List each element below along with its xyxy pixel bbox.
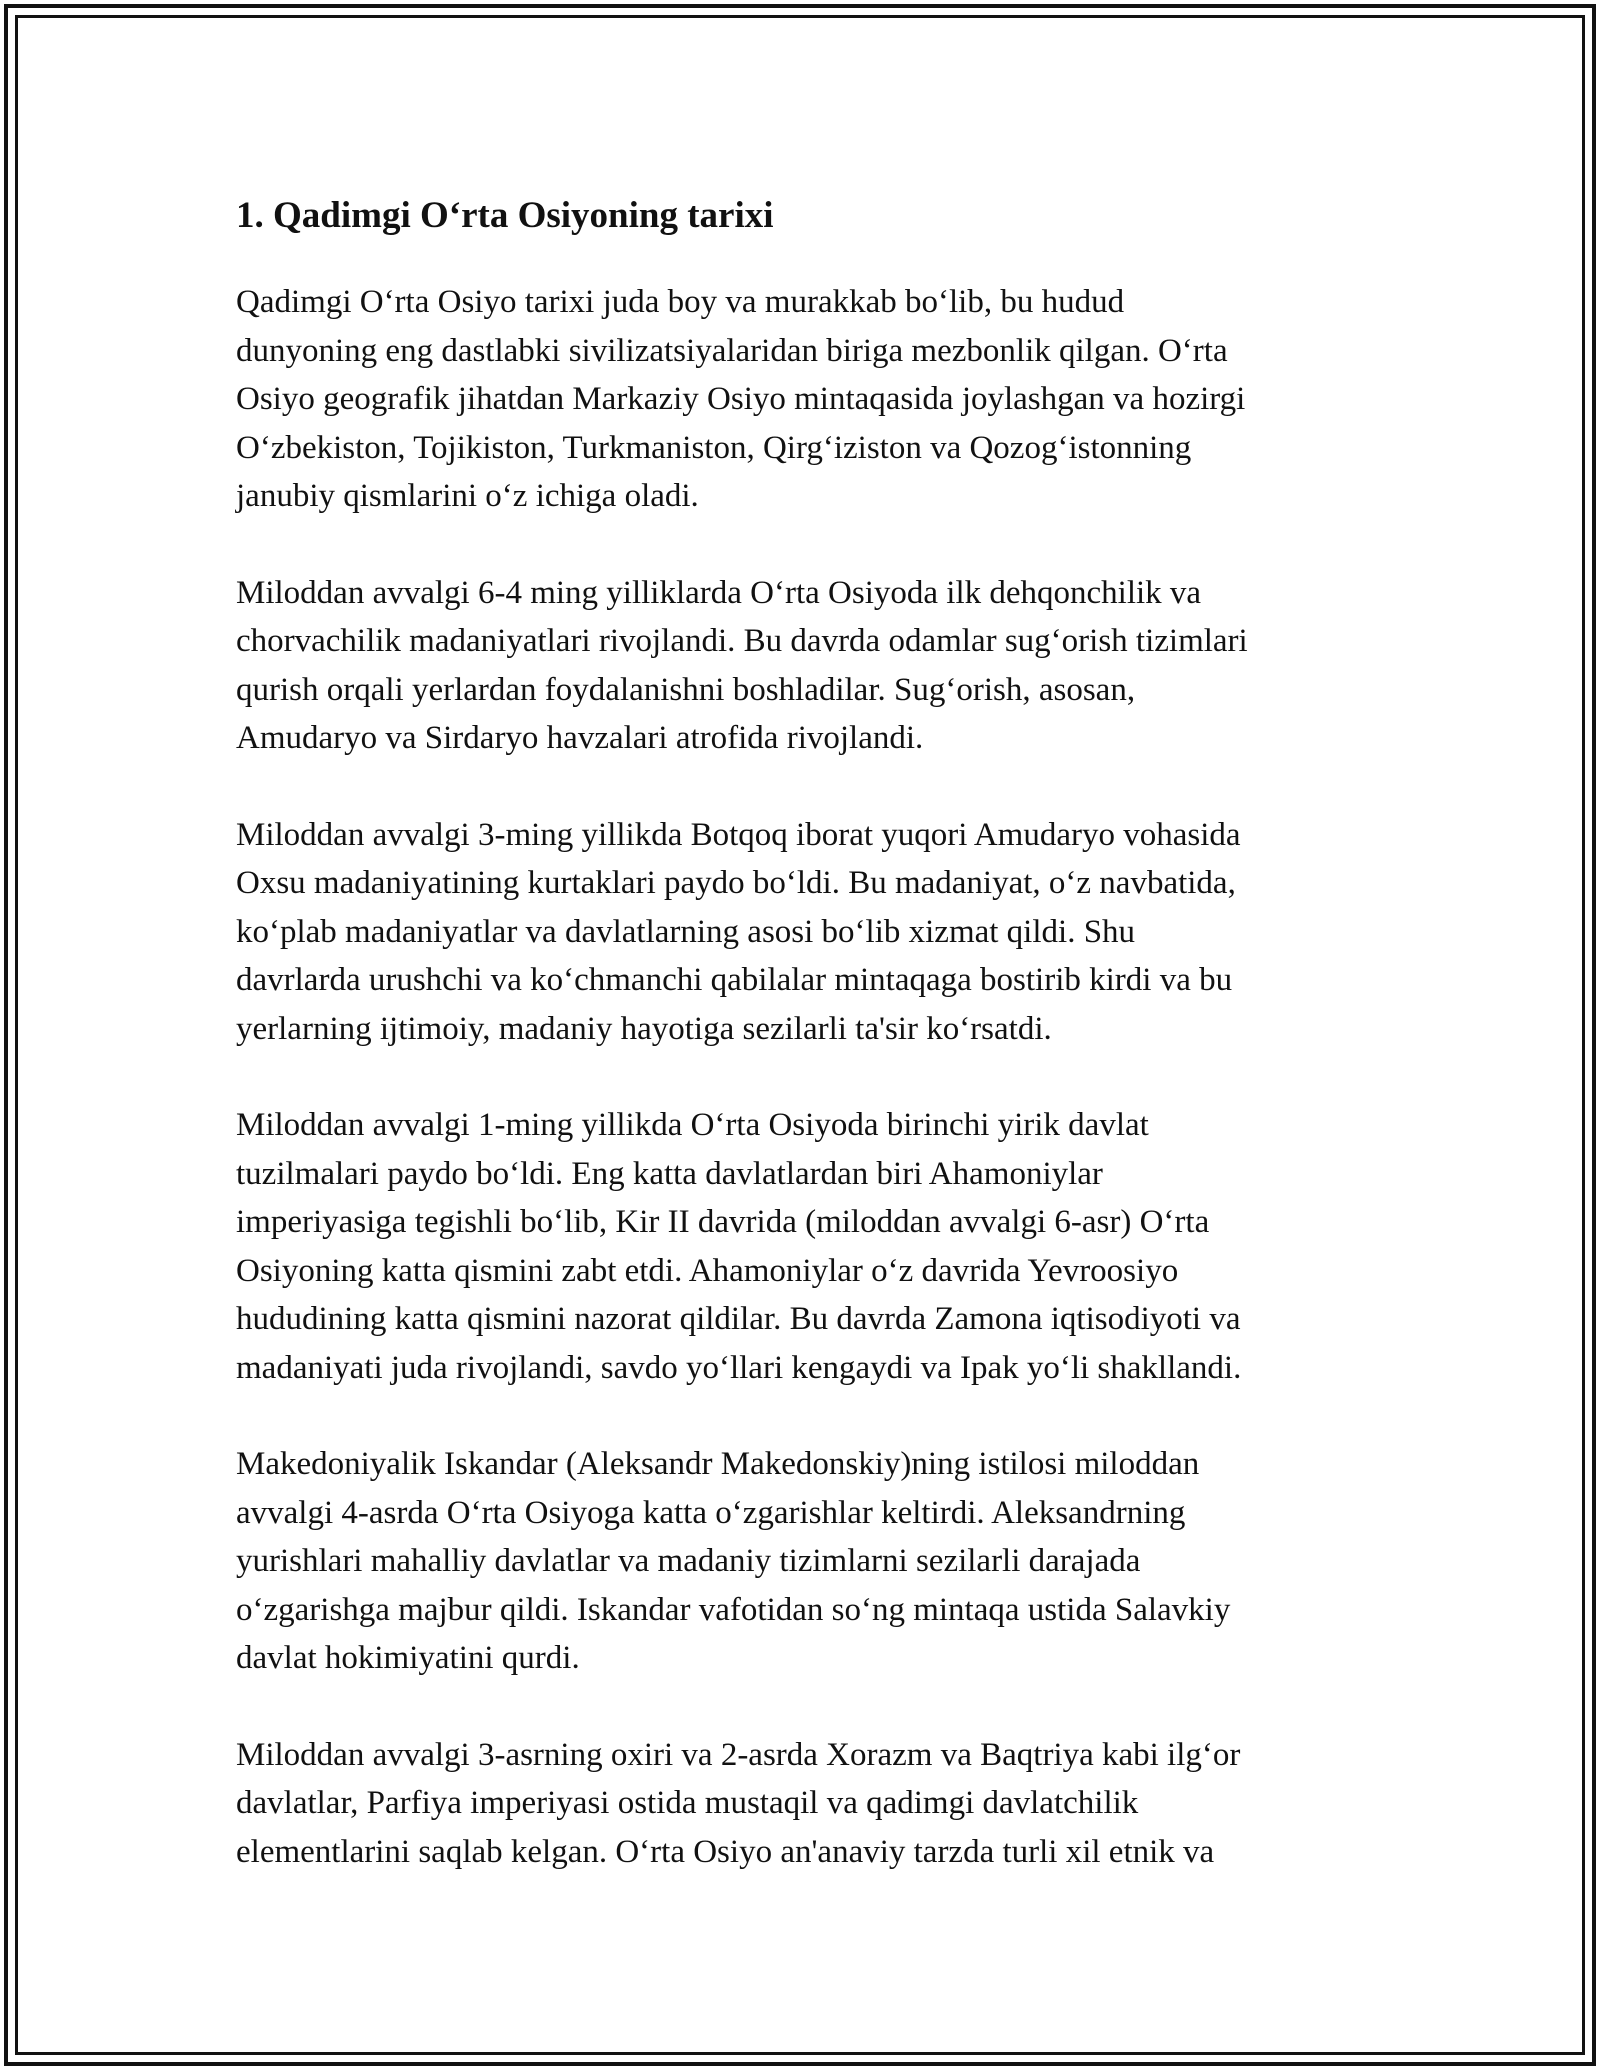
paragraph-5: Makedoniyalik Iskandar (Aleksandr Makedonskiy)ning istilosi miloddan avvalgi 4-asrda O‘rta Osiyoga katta o‘zgarishlar keltirdi. Aleksandrning yurishlari mahalliy davlatlar va madaniy tizimlarni sezilarli darajada o‘zgarishga majbur qildi. Iskandar vafotidan so‘ng mintaqa ustida Salavkiy davlat hokimiyatini qurdi.	[236, 1446, 1231, 1676]
document-body	[236, 188, 1386, 1924]
paragraph-4: Miloddan avvalgi 1-ming yillikda O‘rta Osiyoda birinchi yirik davlat tuzilmalari paydo bo‘ldi. Eng katta davlatlardan biri Ahamoniylar imperiyasiga tegishli bo‘lib, Kir II davrida (miloddan avvalgi 6-asr) O‘rta Osiyoning katta qismini zabt etdi. Ahamoniylar o‘z davrida Yevroosiyo hududining katta qismini nazorat qildilar. Bu davrda Zamona iqtisodiyoti va madaniyati juda rivojlandi, savdo yo‘llari kengaydi va Ipak yo‘li shakllandi.	[236, 1107, 1242, 1386]
paragraph-6: Miloddan avvalgi 3-asrning oxiri va 2-asrda Xorazm va Baqtriya kabi ilg‘or davlatlar, Parfiya imperiyasi ostida mustaqil va qadimgi davlatchilik elementlarini saqlab kelgan. O‘rta Osiyo an'anaviy tarzda turli xil etnik va	[236, 1736, 1241, 1870]
paragraph-3: Miloddan avvalgi 3-ming yillikda Botqoq iborat yuqori Amudaryo vohasida Oxsu madaniyatining kurtaklari paydo bo‘ldi. Bu madaniyat, o‘z navbatida, ko‘plab madaniyatlar va davlatlarning asosi bo‘lib xizmat qildi. Shu davrlarda urushchi va ko‘chmanchi qabilalar mintaqaga bostirib kirdi va bu yerlarning ijtimoiy, madaniy hayotiga sezilarli ta'sir ko‘rsatdi.	[236, 816, 1241, 1047]
paragraph-2: Miloddan avvalgi 6-4 ming yilliklarda O‘rta Osiyoda ilk dehqonchilik va chorvachilik madaniyatlari rivojlandi. Bu davrda odamlar sug‘orish tizimlari qurish orqali yerlardan foydalanishni boshladilar. Sug‘orish, asosan, Amudaryo va Sirdaryo havzalari atrofida rivojlandi.	[236, 574, 1248, 756]
document-title: 1. Qadimgi O‘rta Osiyoning tarixi	[236, 195, 774, 236]
paragraph-1: Qadimgi O‘rta Osiyo tarixi juda boy va murakkab bo‘lib, bu hudud dunyoning eng dastlabki sivilizatsiyalaridan biriga mezbonlik qilgan. O‘rta Osiyo geografik jihatdan Markaziy Osiyo mintaqasida joylashgan va hozirgi O‘zbekiston, Tojikiston, Turkmaniston, Qirg‘iziston va Qozog‘istonning janubiy qismlarini o‘z ichiga oladi.	[236, 284, 1246, 514]
